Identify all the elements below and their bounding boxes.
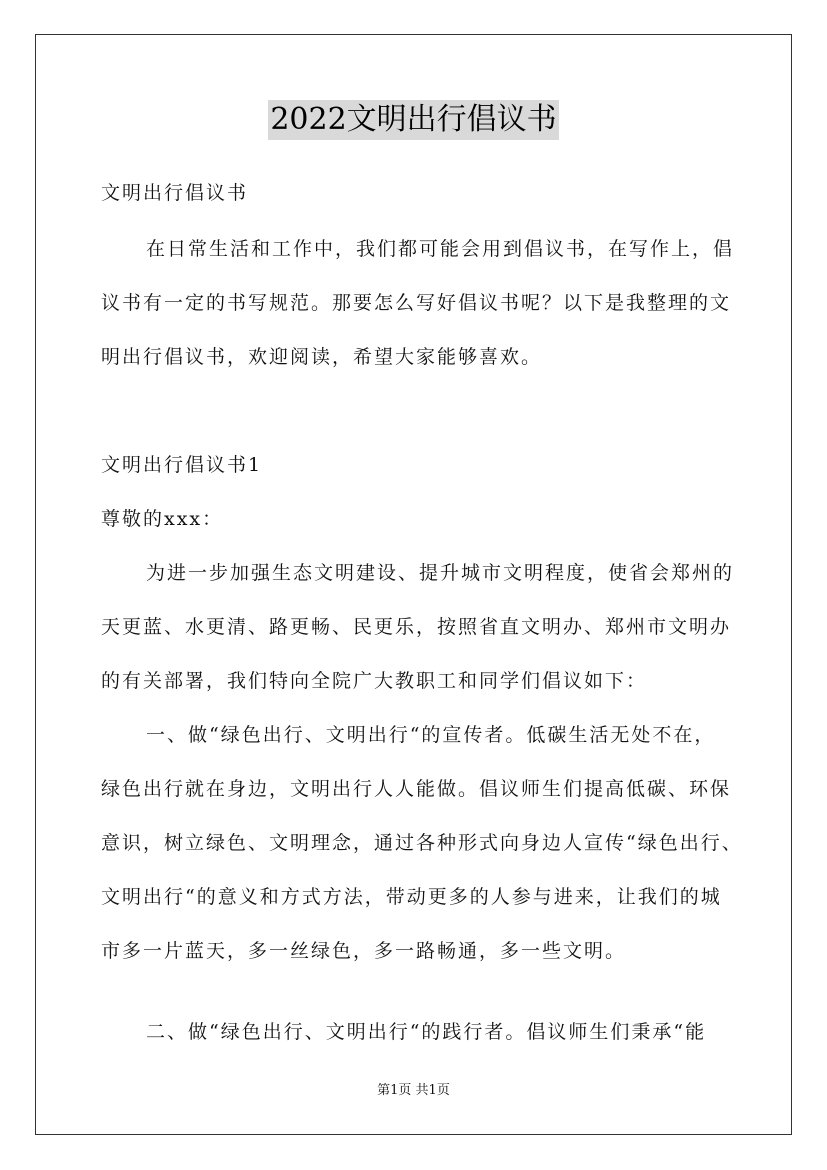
section-heading: 文明出行倡议书 (101, 182, 249, 204)
paragraph-line: 在日常生活和工作中，我们都可能会用到倡议书，在写作上，倡 (146, 238, 735, 260)
paragraph-line: 为进一步加强生态文明建设、提升城市文明程度，使省会郑州的 (146, 562, 735, 584)
paragraph-line: 一、做“绿色出行、文明出行“的宣传者。低碳生活无处不在， (146, 724, 716, 746)
document-title: 2022文明出行倡议书 (268, 100, 558, 140)
paragraph-line: 绿色出行就在身边，文明出行人人能做。倡议师生们提高低碳、环保 (101, 778, 732, 800)
salutation: 尊敬的xxx： (101, 508, 224, 530)
page-number-label: 第1页 共1页 (377, 1083, 450, 1098)
paragraph-line: 市多一片蓝天，多一丝绿色，多一路畅通，多一些文明。 (101, 940, 627, 962)
paragraph-line: 意识，树立绿色、文明理念，通过各种形式向身边人宣传“绿色出行、 (101, 832, 743, 854)
paragraph-line: 议书有一定的书写规范。那要怎么写好倡议书呢？以下是我整理的文 (101, 292, 732, 314)
section-heading: 文明出行倡议书1 (101, 454, 263, 476)
paragraph-line: 的有关部署，我们特向全院广大教职工和同学们倡议如下： (101, 670, 648, 692)
paragraph-line: 文明出行“的意义和方式方法，带动更多的人参与进来，让我们的城 (101, 886, 722, 908)
paragraph-line: 天更蓝、水更清、路更畅、民更乐，按照省直文明办、郑州市文明办 (101, 616, 732, 638)
paragraph-line: 明出行倡议书，欢迎阅读，希望大家能够喜欢。 (101, 346, 543, 368)
paragraph-line: 二、做“绿色出行、文明出行“的践行者。倡议师生们秉承“能 (146, 1021, 707, 1043)
page-footer (0, 1083, 827, 1099)
title-area (0, 100, 827, 140)
